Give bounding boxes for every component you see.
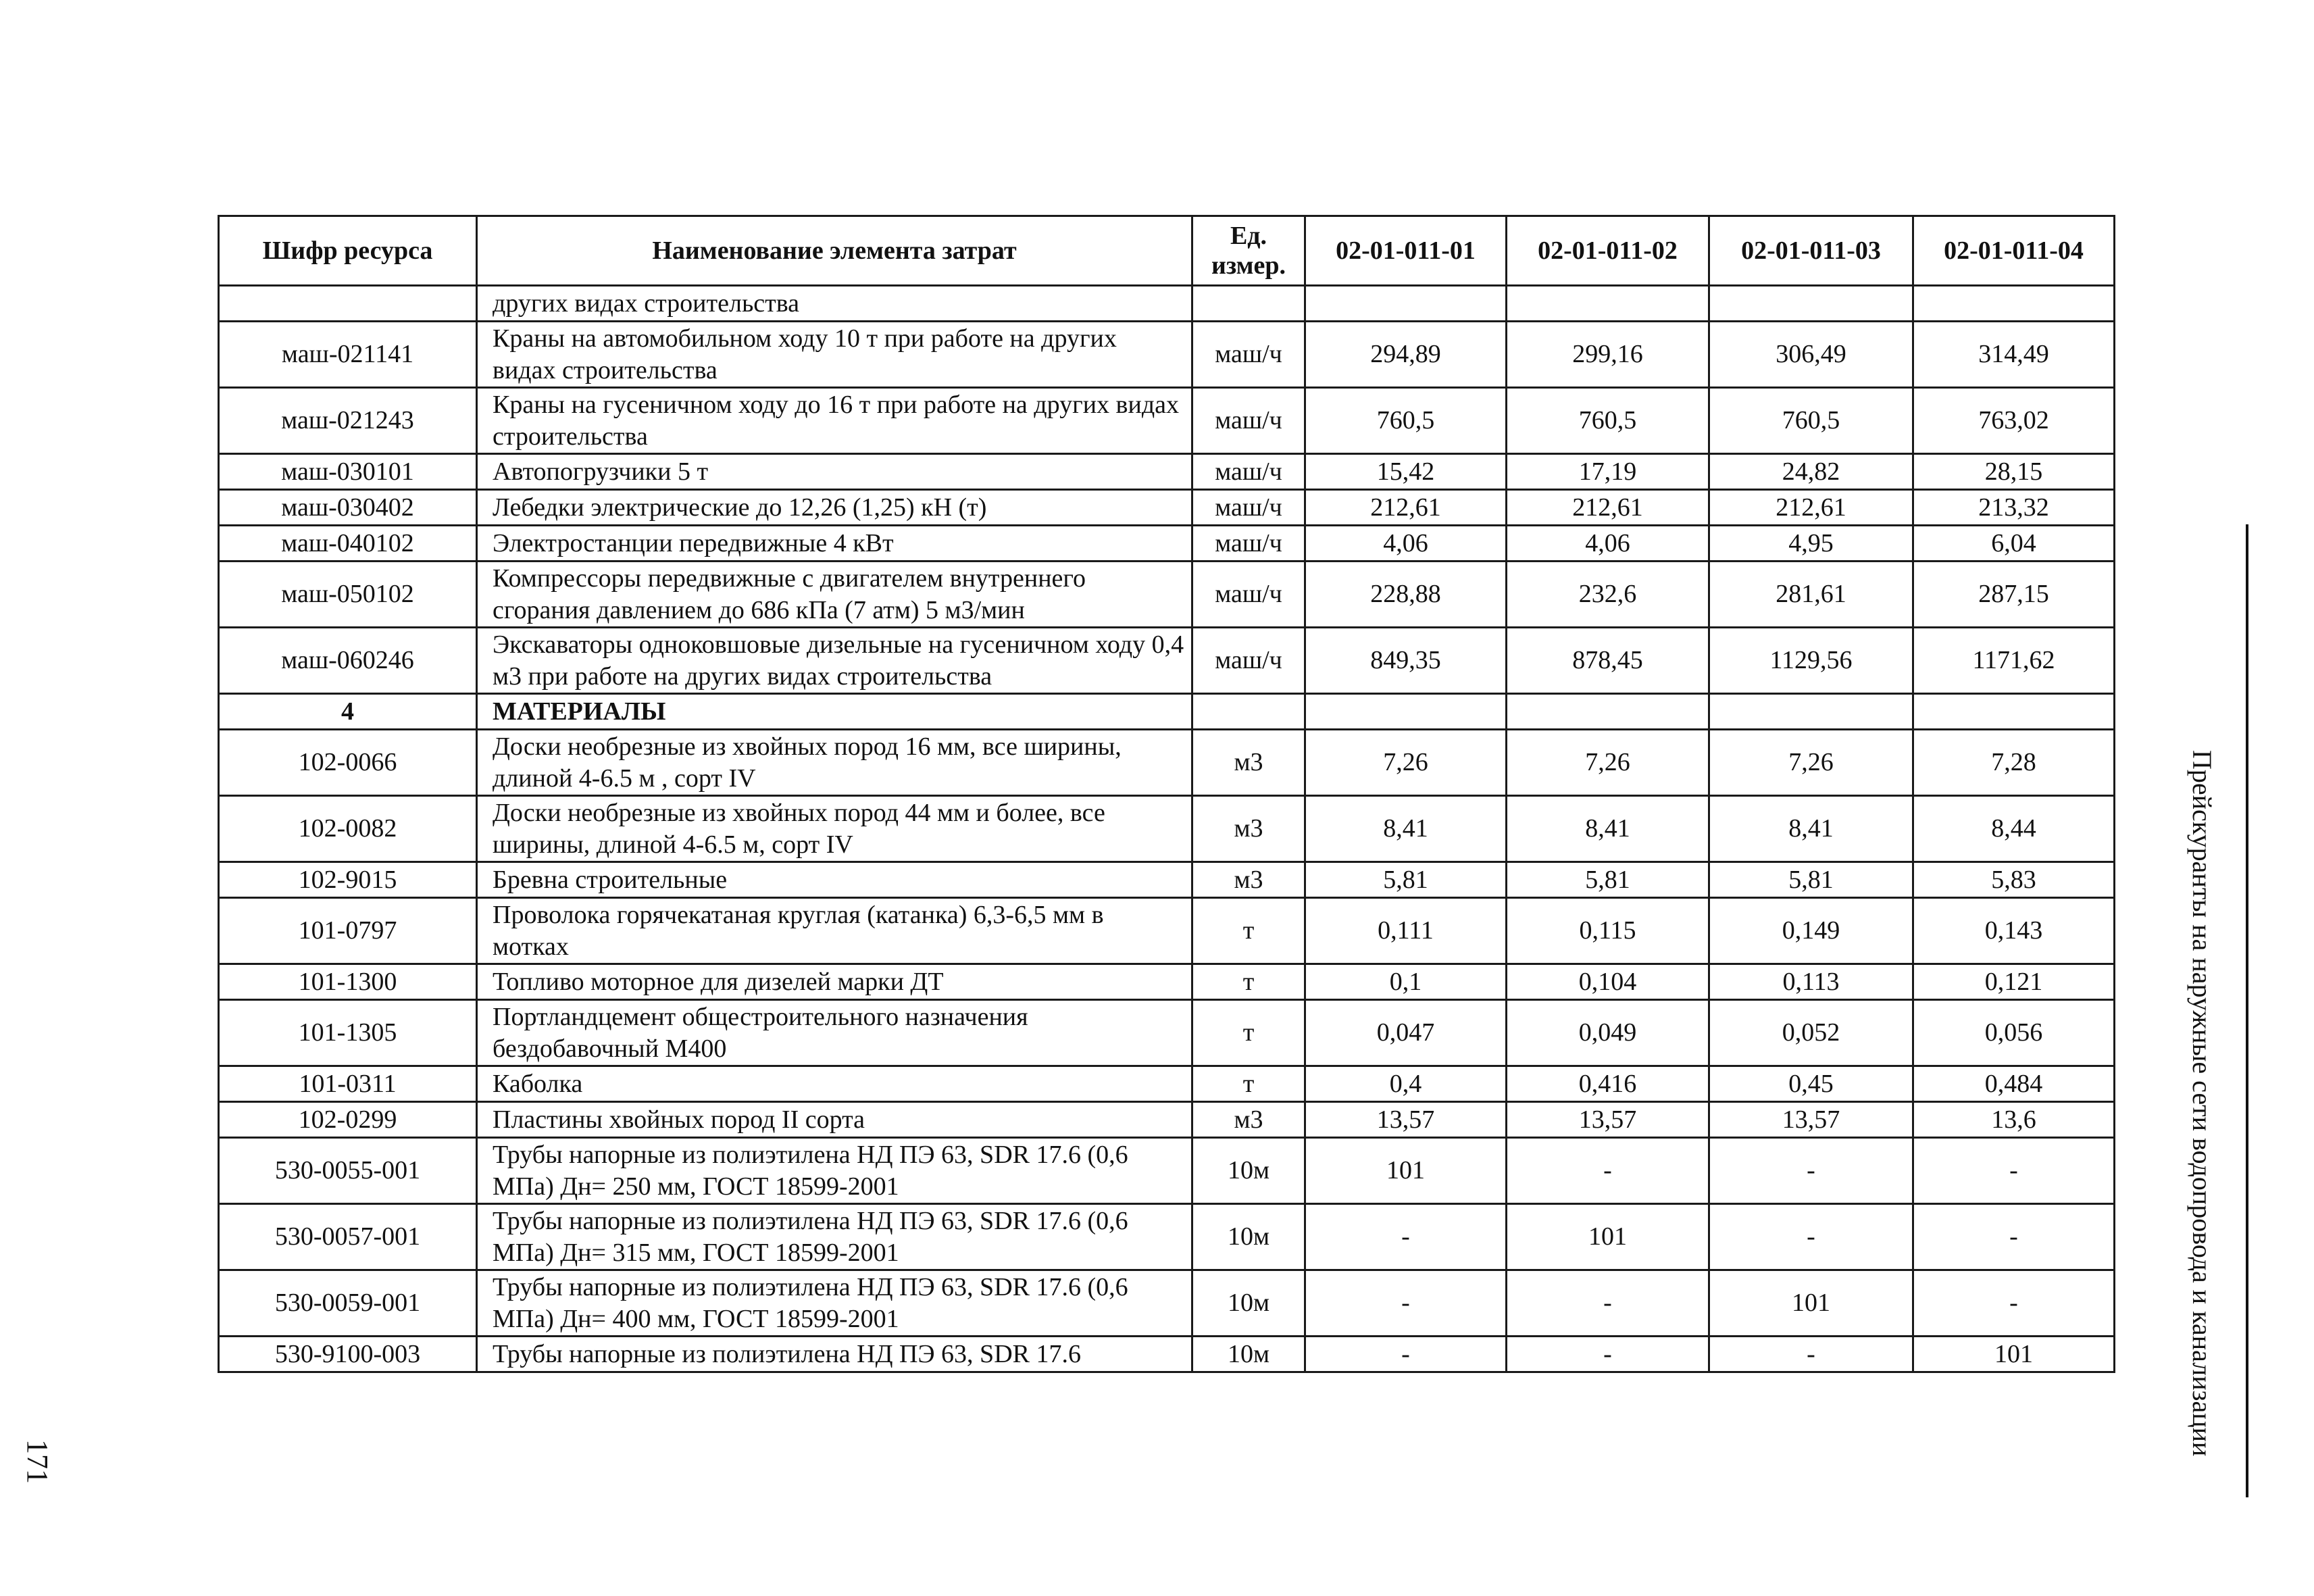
cell-value-4: - [1913, 1270, 2115, 1337]
cell-code: 102-9015 [219, 862, 477, 898]
cell-value-2: 17,19 [1507, 454, 1709, 490]
cell-unit: м3 [1192, 1102, 1305, 1138]
cell-name: Трубы напорные из полиэтилена НД ПЭ 63, SDR 17.6 (0,6 МПа) Дн= 250 мм, ГОСТ 18599-2001 [477, 1138, 1192, 1204]
cell-unit: маш/ч [1192, 562, 1305, 628]
cell-unit [1192, 694, 1305, 730]
cell-value-4: 213,32 [1913, 490, 2115, 526]
cell-value-3: 760,5 [1709, 388, 1913, 454]
table-row [219, 526, 2115, 562]
cell-name: Трубы напорные из полиэтилена НД ПЭ 63, SDR 17.6 (0,6 МПа) Дн= 315 мм, ГОСТ 18599-2001 [477, 1204, 1192, 1270]
cell-value-4 [1913, 694, 2115, 730]
table-row [219, 1270, 2115, 1337]
cell-code: 101-1300 [219, 964, 477, 1000]
header-col-1: 02-01-011-01 [1305, 216, 1507, 286]
cell-value-1 [1305, 286, 1507, 322]
cell-value-1: 228,88 [1305, 562, 1507, 628]
cell-value-1: 0,047 [1305, 1000, 1507, 1066]
cell-value-1: 5,81 [1305, 862, 1507, 898]
cell-value-2: 212,61 [1507, 490, 1709, 526]
cell-value-2: 0,104 [1507, 964, 1709, 1000]
cell-value-3: 0,149 [1709, 898, 1913, 964]
cell-value-1: 101 [1305, 1138, 1507, 1204]
header-code: Шифр ресурса [219, 216, 477, 286]
cell-name: Проволока горячекатаная круглая (катанка) 6,3-6,5 мм в мотках [477, 898, 1192, 964]
cell-value-2: 0,416 [1507, 1066, 1709, 1102]
cell-value-1: 0,4 [1305, 1066, 1507, 1102]
table-row [219, 490, 2115, 526]
cell-unit: м3 [1192, 730, 1305, 796]
cell-value-4: 314,49 [1913, 322, 2115, 388]
cell-name: Доски необрезные из хвойных пород 44 мм и более, все ширины, длиной 4-6.5 м, сорт IV [477, 796, 1192, 862]
cell-unit: т [1192, 1066, 1305, 1102]
cell-code: 530-9100-003 [219, 1337, 477, 1372]
cell-value-2: - [1507, 1270, 1709, 1337]
cell-unit: маш/ч [1192, 526, 1305, 562]
cell-unit: м3 [1192, 796, 1305, 862]
header-unit: Ед. измер. [1192, 216, 1305, 286]
cell-name: Доски необрезные из хвойных пород 16 мм, все ширины, длиной 4-6.5 м , сорт IV [477, 730, 1192, 796]
cell-value-3: 8,41 [1709, 796, 1913, 862]
cell-unit: 10м [1192, 1204, 1305, 1270]
table-body [219, 286, 2115, 1372]
table-row [219, 898, 2115, 964]
cell-name: Трубы напорные из полиэтилена НД ПЭ 63, SDR 17.6 [477, 1337, 1192, 1372]
table-row [219, 796, 2115, 862]
cell-name: Автопогрузчики 5 т [477, 454, 1192, 490]
cell-value-4: 0,121 [1913, 964, 2115, 1000]
cell-unit: маш/ч [1192, 322, 1305, 388]
cell-value-3: - [1709, 1337, 1913, 1372]
cell-value-4: 28,15 [1913, 454, 2115, 490]
cell-value-1: 0,1 [1305, 964, 1507, 1000]
section-row [219, 694, 2115, 730]
cell-code: 101-1305 [219, 1000, 477, 1066]
cell-code: 101-0311 [219, 1066, 477, 1102]
cell-unit: т [1192, 964, 1305, 1000]
cell-value-3 [1709, 694, 1913, 730]
cell-value-1: 8,41 [1305, 796, 1507, 862]
cell-name: Краны на гусеничном ходу до 16 т при работе на других видах строительства [477, 388, 1192, 454]
cell-code: маш-030101 [219, 454, 477, 490]
cell-name: Бревна строительные [477, 862, 1192, 898]
cell-code: 530-0055-001 [219, 1138, 477, 1204]
table-row [219, 322, 2115, 388]
table-row [219, 562, 2115, 628]
cell-name: Топливо моторное для дизелей марки ДТ [477, 964, 1192, 1000]
cell-value-1: 15,42 [1305, 454, 1507, 490]
cell-value-2: 760,5 [1507, 388, 1709, 454]
cell-code: 530-0059-001 [219, 1270, 477, 1337]
cell-name: других видах строительства [477, 286, 1192, 322]
cell-code: маш-050102 [219, 562, 477, 628]
cell-unit: маш/ч [1192, 388, 1305, 454]
cell-value-4: 5,83 [1913, 862, 2115, 898]
cell-value-3 [1709, 286, 1913, 322]
header-col-3: 02-01-011-03 [1709, 216, 1913, 286]
cell-value-4: 0,056 [1913, 1000, 2115, 1066]
cell-code: маш-030402 [219, 490, 477, 526]
page-number: 171 [21, 1439, 54, 1484]
cell-value-2 [1507, 286, 1709, 322]
table-row [219, 862, 2115, 898]
cell-code: 102-0082 [219, 796, 477, 862]
cell-value-2: 5,81 [1507, 862, 1709, 898]
cell-unit: 10м [1192, 1337, 1305, 1372]
cell-value-3: 281,61 [1709, 562, 1913, 628]
cell-value-4: - [1913, 1204, 2115, 1270]
cell-value-2: 7,26 [1507, 730, 1709, 796]
header-row [219, 216, 2115, 286]
cell-code: маш-040102 [219, 526, 477, 562]
cell-value-4: 1171,62 [1913, 628, 2115, 694]
cell-name: Пластины хвойных пород II сорта [477, 1102, 1192, 1138]
cell-value-2: - [1507, 1337, 1709, 1372]
cell-unit: т [1192, 898, 1305, 964]
cell-name: Лебедки электрические до 12,26 (1,25) кН (т) [477, 490, 1192, 526]
cell-unit: маш/ч [1192, 490, 1305, 526]
cell-value-3: 4,95 [1709, 526, 1913, 562]
cell-code: маш-021141 [219, 322, 477, 388]
cell-value-1: - [1305, 1204, 1507, 1270]
cell-name: Портландцемент общестроительного назначения бездобавочный М400 [477, 1000, 1192, 1066]
header-name: Наименование элемента затрат [477, 216, 1192, 286]
cell-value-3: 24,82 [1709, 454, 1913, 490]
cell-value-3: 0,052 [1709, 1000, 1913, 1066]
cell-value-1: 849,35 [1305, 628, 1507, 694]
cell-value-2: 0,049 [1507, 1000, 1709, 1066]
cell-value-4: 0,143 [1913, 898, 2115, 964]
cell-name: Краны на автомобильном ходу 10 т при работе на других видах строительства [477, 322, 1192, 388]
cell-value-1: 212,61 [1305, 490, 1507, 526]
cell-code: 101-0797 [219, 898, 477, 964]
cell-value-3: 13,57 [1709, 1102, 1913, 1138]
cell-code: маш-060246 [219, 628, 477, 694]
cell-value-4: 8,44 [1913, 796, 2115, 862]
side-rule [2246, 524, 2248, 1497]
cell-value-4: 287,15 [1913, 562, 2115, 628]
table-row [219, 730, 2115, 796]
table-row [219, 1102, 2115, 1138]
table-row [219, 964, 2115, 1000]
cell-unit: маш/ч [1192, 628, 1305, 694]
cell-value-1: 4,06 [1305, 526, 1507, 562]
table-row [219, 1337, 2115, 1372]
cell-value-3: 212,61 [1709, 490, 1913, 526]
table-row [219, 286, 2115, 322]
header-col-4: 02-01-011-04 [1913, 216, 2115, 286]
cell-value-2: 878,45 [1507, 628, 1709, 694]
cell-value-2: 232,6 [1507, 562, 1709, 628]
cell-name: Компрессоры передвижные с двигателем внутреннего сгорания давлением до 686 кПа (7 атм) 5 м3/мин [477, 562, 1192, 628]
price-table [218, 215, 2115, 1373]
side-title: Прейскуранты на наружные сети водопровода и канализации [2187, 750, 2217, 1457]
cell-value-2 [1507, 694, 1709, 730]
table-row [219, 628, 2115, 694]
cell-value-4 [1913, 286, 2115, 322]
cell-value-3: 5,81 [1709, 862, 1913, 898]
cell-value-4: 0,484 [1913, 1066, 2115, 1102]
cell-code: 102-0299 [219, 1102, 477, 1138]
cell-unit: т [1192, 1000, 1305, 1066]
cell-value-1 [1305, 694, 1507, 730]
cell-unit [1192, 286, 1305, 322]
table-row [219, 388, 2115, 454]
cell-value-1: 0,111 [1305, 898, 1507, 964]
cell-unit: 10м [1192, 1138, 1305, 1204]
cell-value-2: 101 [1507, 1204, 1709, 1270]
cell-name: МАТЕРИАЛЫ [477, 694, 1192, 730]
cell-unit: маш/ч [1192, 454, 1305, 490]
cell-value-1: 13,57 [1305, 1102, 1507, 1138]
cell-value-2: 0,115 [1507, 898, 1709, 964]
cell-value-2: 13,57 [1507, 1102, 1709, 1138]
cell-unit: м3 [1192, 862, 1305, 898]
cell-value-1: - [1305, 1270, 1507, 1337]
cell-value-3: 306,49 [1709, 322, 1913, 388]
cell-value-2: 8,41 [1507, 796, 1709, 862]
table-row [219, 1066, 2115, 1102]
cell-value-4: 763,02 [1913, 388, 2115, 454]
cell-code: 530-0057-001 [219, 1204, 477, 1270]
cell-value-3: 1129,56 [1709, 628, 1913, 694]
table-row [219, 454, 2115, 490]
cell-name: Экскаваторы одноковшовые дизельные на гусеничном ходу 0,4 м3 при работе на других видах строительства [477, 628, 1192, 694]
cell-value-4: 7,28 [1913, 730, 2115, 796]
cell-value-4: 6,04 [1913, 526, 2115, 562]
cell-value-2: - [1507, 1138, 1709, 1204]
cell-value-1: - [1305, 1337, 1507, 1372]
table-row [219, 1204, 2115, 1270]
cell-value-2: 4,06 [1507, 526, 1709, 562]
cell-value-3: 101 [1709, 1270, 1913, 1337]
cell-value-2: 299,16 [1507, 322, 1709, 388]
cell-value-3: 7,26 [1709, 730, 1913, 796]
cell-value-4: - [1913, 1138, 2115, 1204]
cell-code [219, 286, 477, 322]
cell-value-1: 760,5 [1305, 388, 1507, 454]
cell-value-1: 7,26 [1305, 730, 1507, 796]
cell-unit: 10м [1192, 1270, 1305, 1337]
cell-value-3: - [1709, 1204, 1913, 1270]
cell-value-3: 0,113 [1709, 964, 1913, 1000]
cell-code: маш-021243 [219, 388, 477, 454]
cell-value-3: 0,45 [1709, 1066, 1913, 1102]
cell-value-4: 101 [1913, 1337, 2115, 1372]
cell-value-1: 294,89 [1305, 322, 1507, 388]
cell-value-3: - [1709, 1138, 1913, 1204]
cell-name: Каболка [477, 1066, 1192, 1102]
table-row [219, 1000, 2115, 1066]
cell-value-4: 13,6 [1913, 1102, 2115, 1138]
cell-code: 102-0066 [219, 730, 477, 796]
cell-code: 4 [219, 694, 477, 730]
cell-name: Электростанции передвижные 4 кВт [477, 526, 1192, 562]
cell-name: Трубы напорные из полиэтилена НД ПЭ 63, SDR 17.6 (0,6 МПа) Дн= 400 мм, ГОСТ 18599-2001 [477, 1270, 1192, 1337]
table-row [219, 1138, 2115, 1204]
header-col-2: 02-01-011-02 [1507, 216, 1709, 286]
